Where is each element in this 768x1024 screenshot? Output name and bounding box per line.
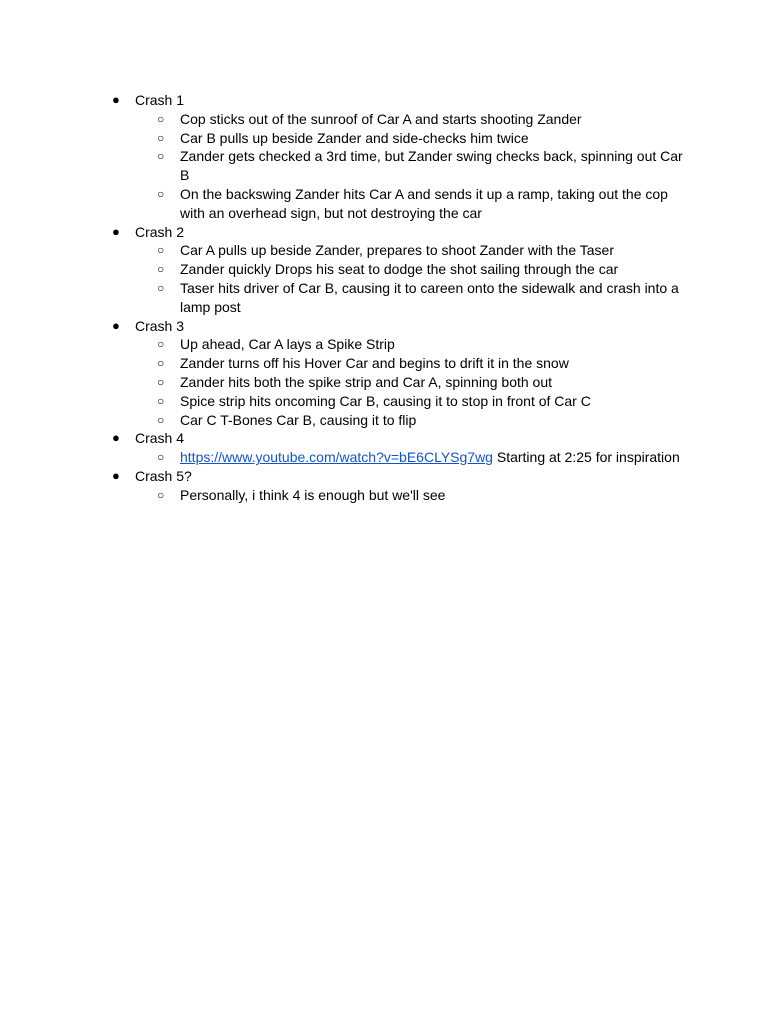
bullet-icon: ● xyxy=(112,430,120,446)
list-item xyxy=(135,373,692,392)
hollow-bullet-icon: ○ xyxy=(157,412,165,427)
section-crash-1 xyxy=(112,91,692,223)
bullet-icon: ● xyxy=(112,317,120,333)
hollow-bullet-icon: ○ xyxy=(157,337,165,352)
list-item-text: Car A pulls up beside Zander, prepares to shoot Zander with the Taser xyxy=(180,242,614,259)
section-title: Crash 4 xyxy=(135,430,185,447)
hollow-bullet-icon: ○ xyxy=(157,243,165,258)
list-item xyxy=(135,279,692,317)
list-item xyxy=(135,392,692,411)
hollow-bullet-icon: ○ xyxy=(157,356,165,371)
list-item-text: Zander gets checked a 3rd time, but Zander swing checks back, spinning out Car B xyxy=(180,148,683,184)
list-item-text: Zander hits both the spike strip and Car A, spinning both out xyxy=(180,373,553,390)
link-suffix-text: Starting at 2:25 for inspiration xyxy=(492,449,680,466)
section-title: Crash 5? xyxy=(135,467,192,484)
hollow-bullet-icon: ○ xyxy=(157,149,165,164)
list-item xyxy=(135,129,692,148)
list-item xyxy=(135,147,692,185)
hollow-bullet-icon: ○ xyxy=(157,393,165,408)
list-item xyxy=(135,335,692,354)
list-item xyxy=(135,110,692,129)
hollow-bullet-icon: ○ xyxy=(157,186,165,201)
list-item xyxy=(135,354,692,373)
section-title: Crash 3 xyxy=(135,317,185,334)
sub-list xyxy=(135,110,692,223)
list-item xyxy=(135,241,692,260)
crash-outline-list xyxy=(112,91,692,505)
youtube-link[interactable]: https://www.youtube.com/watch?v=bE6CLYSg7wg xyxy=(180,449,493,466)
list-item-text: On the backswing Zander hits Car A and sends it up a ramp, taking out the cop with an overhead sign, but not destroying the car xyxy=(180,185,668,221)
hollow-bullet-icon: ○ xyxy=(157,450,165,465)
list-item xyxy=(135,486,692,505)
list-item-text: Up ahead, Car A lays a Spike Strip xyxy=(180,336,395,353)
list-item-text: Cop sticks out of the sunroof of Car A and starts shooting Zander xyxy=(180,110,582,127)
hollow-bullet-icon: ○ xyxy=(157,487,165,502)
hollow-bullet-icon: ○ xyxy=(157,130,165,145)
section-crash-2 xyxy=(112,223,692,317)
sub-list xyxy=(135,241,692,316)
section-crash-4 xyxy=(112,429,692,467)
bullet-icon: ● xyxy=(112,92,120,107)
bullet-icon: ● xyxy=(112,467,120,483)
list-item-text: Spice strip hits oncoming Car B, causing it to stop in front of Car C xyxy=(180,392,591,409)
list-item xyxy=(135,448,692,467)
list-item xyxy=(135,185,692,223)
sub-list xyxy=(135,335,692,429)
list-item-text: Zander turns off his Hover Car and begins to drift it in the snow xyxy=(180,355,569,372)
sub-list xyxy=(135,448,692,467)
hollow-bullet-icon: ○ xyxy=(157,262,165,277)
section-crash-5 xyxy=(112,467,692,505)
list-item-text: Personally, i think 4 is enough but we'll see xyxy=(180,486,446,503)
hollow-bullet-icon: ○ xyxy=(157,280,165,295)
list-item-text: Zander quickly Drops his seat to dodge the shot sailing through the car xyxy=(180,261,619,278)
section-title: Crash 2 xyxy=(135,223,185,240)
hollow-bullet-icon: ○ xyxy=(157,374,165,389)
hollow-bullet-icon: ○ xyxy=(157,111,165,126)
list-item xyxy=(135,411,692,430)
section-crash-3 xyxy=(112,317,692,430)
list-item-text: Car B pulls up beside Zander and side-checks him twice xyxy=(180,129,529,146)
bullet-icon: ● xyxy=(112,223,120,239)
list-item-text: Car C T-Bones Car B, causing it to flip xyxy=(180,411,417,428)
list-item-text: Taser hits driver of Car B, causing it to careen onto the sidewalk and crash into a lamp post xyxy=(180,279,679,315)
sub-list xyxy=(135,486,692,505)
list-item xyxy=(135,260,692,279)
section-title: Crash 1 xyxy=(135,92,185,108)
